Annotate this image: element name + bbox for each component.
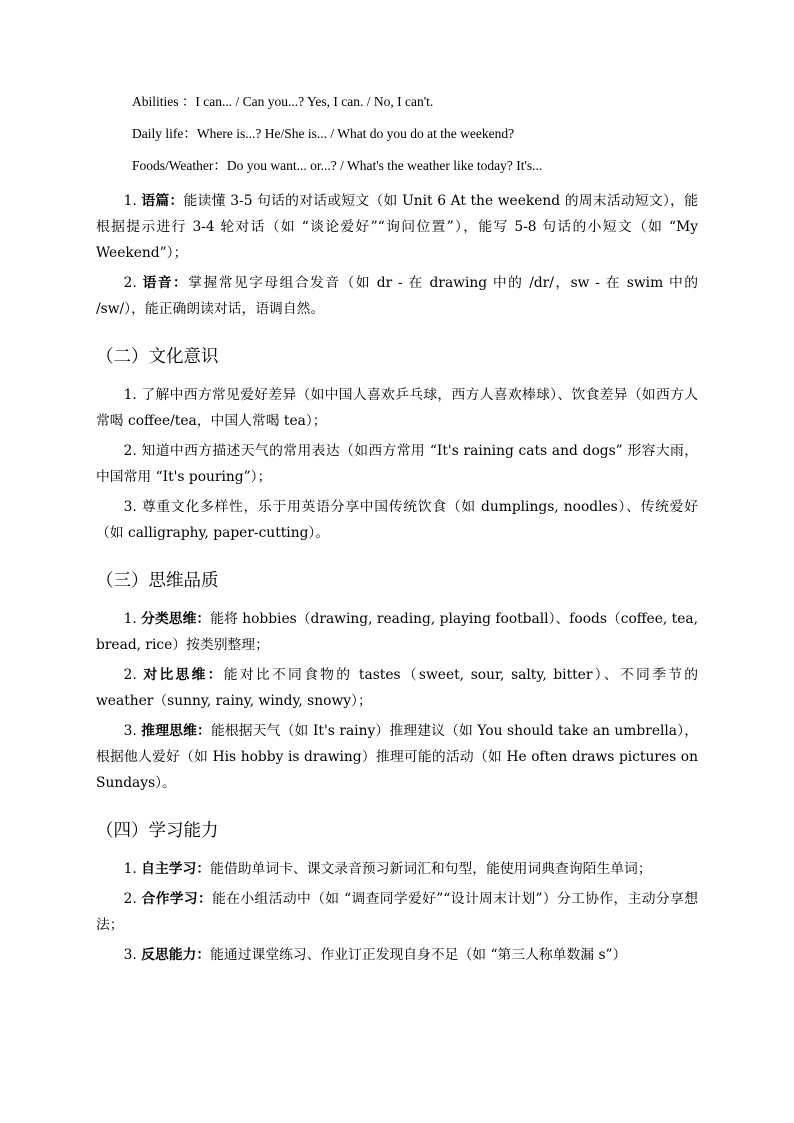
thinking-item-comparison: 2. 对比思维：能对比不同食物的 tastes（sweet, sour, salty, bitter）、不同季节的 weather（sunny, rainy, windy, snowy）； bbox=[96, 667, 698, 709]
document-page bbox=[96, 92, 698, 972]
language-item-phonics: 2. 语音：掌握常见字母组合发音（如 dr - 在 drawing 中的 /dr/，sw - 在 swim 中的 /sw/），能正确朗读对话，语调自然。 bbox=[96, 275, 699, 317]
culture-item: 1. 了解中西方常见爱好差异（如中国人喜欢乒乓球，西方人喜欢棒球）、饮食差异（如西方人常喝 coffee/tea，中国人常喝 tea）； bbox=[96, 387, 698, 429]
sentence-patterns bbox=[96, 92, 698, 176]
pattern-abilities: Abilities ：I can... / Can you...? Yes, I can. / No, I can't. bbox=[132, 94, 434, 109]
culture-item: 3. 尊重文化多样性，乐于用英语分享中国传统饮食（如 dumplings, noodles）、传统爱好（如 calligraphy, paper-cutting）。 bbox=[96, 499, 698, 541]
section-heading-learning: （四）学习能力 bbox=[96, 821, 219, 841]
thinking-item-reasoning: 3. 推理思维：能根据天气（如 It's rainy）推理建议（如 You should take an umbrella），根据他人爱好（如 His hobby is drawing）推理可能的活动（如 He often draws pictures on Sundays）。 bbox=[96, 723, 698, 791]
section-heading-culture: （二）文化意识 bbox=[96, 347, 219, 367]
pattern-daily-life: Daily life：Where is...? He/She is... / What do you do at the weekend? bbox=[132, 126, 515, 141]
language-item-discourse: 1. 语篇：能读懂 3-5 句话的对话或短文（如 Unit 6 At the weekend 的周末活动短文），能根据提示进行 3-4 轮对话（如 “谈论爱好”“询问位置”），能写 5-8 句话的小短文（如 “My Weekend”）； bbox=[96, 193, 698, 261]
culture-item: 2. 知道中西方描述天气的常用表达（如西方常用 “It's raining cats and dogs” 形容大雨，中国常用 “It's pouring”）； bbox=[96, 443, 698, 485]
learning-item-reflection: 3. 反思能力：能通过课堂练习、作业订正发现自身不足（如 “第三人称单数漏 s”） bbox=[123, 947, 627, 963]
section-heading-thinking: （三）思维品质 bbox=[96, 571, 219, 591]
pattern-foods-weather: Foods/Weather：Do you want... or...? / What's the weather like today? It's... bbox=[132, 158, 543, 173]
learning-item-self-study: 1. 自主学习：能借助单词卡、课文录音预习新词汇和句型，能使用词典查询陌生单词； bbox=[123, 861, 652, 877]
learning-item-cooperation: 2. 合作学习：能在小组活动中（如 “调查同学爱好”“设计周末计划”）分工协作，主动分享想法； bbox=[96, 891, 698, 933]
thinking-item-classification: 1. 分类思维：能将 hobbies（drawing, reading, playing football）、foods（coffee, tea, bread, rice）按类别整理； bbox=[96, 611, 698, 653]
